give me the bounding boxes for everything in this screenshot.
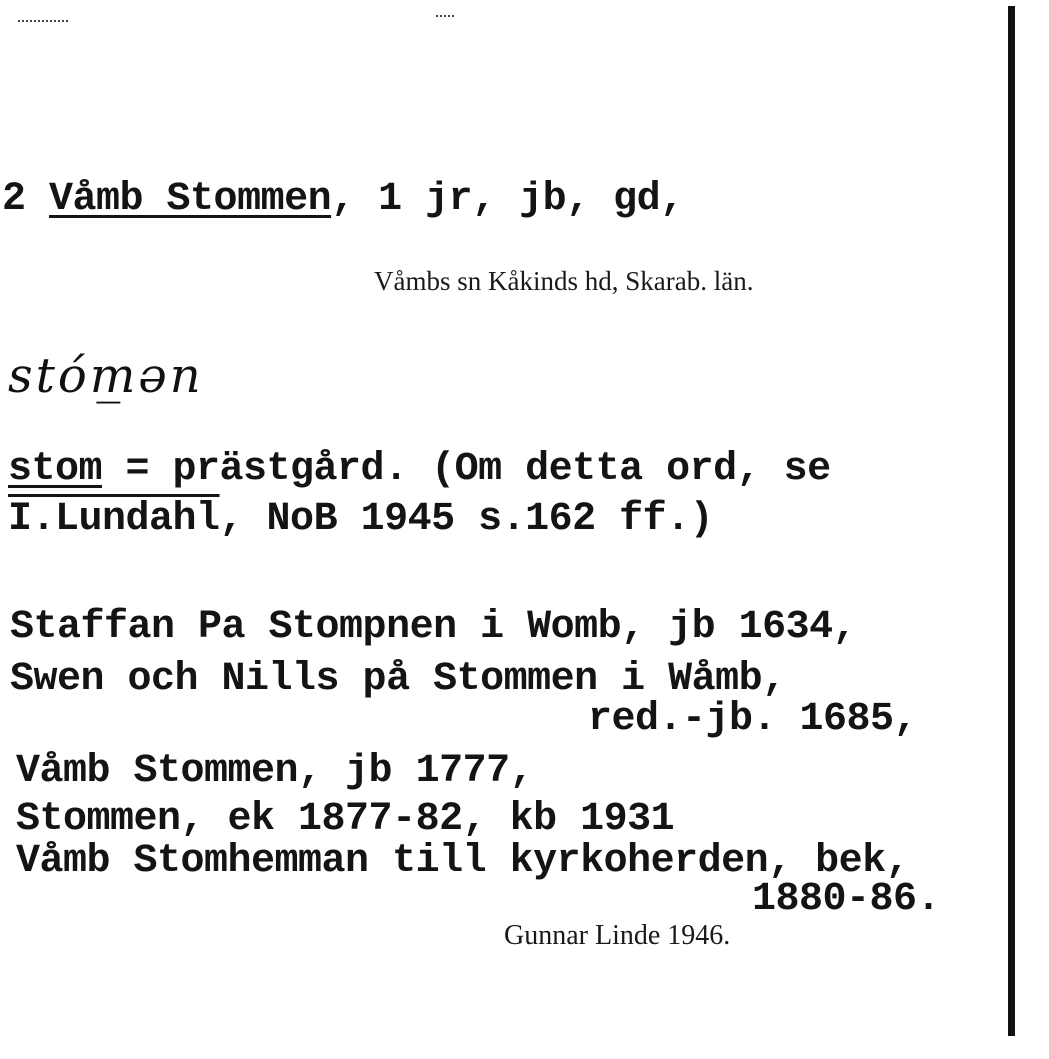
entry-number: 2 (2, 177, 26, 222)
heading-rest: , 1 jr, jb, gd, (331, 177, 684, 222)
scan-speck (436, 15, 454, 17)
etymology-def: = prästgård. (Om detta ord, se (102, 447, 831, 492)
reference-rest: , NoB 1945 s.162 ff.) (219, 497, 714, 542)
record-line: 1880-86. (752, 877, 941, 922)
record-line: Våmb Stommen, jb 1777, (16, 749, 534, 794)
record-line: Våmb Stomhemman till kyrkoherden, bek, (16, 839, 910, 884)
signature: Gunnar Linde 1946. (504, 920, 731, 951)
pronunciation: stóm̲ən (8, 348, 204, 404)
etymology-word: stom (8, 447, 103, 492)
card-edge-line (1008, 6, 1015, 1036)
place-name: Våmb Stommen (49, 177, 332, 222)
record-line: red.-jb. 1685, (588, 697, 918, 742)
heading-line (2, 178, 684, 222)
record-line: Staffan Pa Stompnen i Womb, jb 1634, (10, 605, 857, 650)
record-line: Swen och Nills på Stommen i Wåmb, (10, 657, 786, 702)
etymology-line-1 (8, 448, 831, 492)
location-line: Våmbs sn Kåkinds hd, Skarab. län. (374, 266, 754, 296)
scan-speck (18, 20, 70, 22)
etymology-line-2 (8, 498, 713, 542)
record-line: Stommen, ek 1877-82, kb 1931 (16, 797, 675, 842)
reference-author: I.Lundahl (8, 497, 220, 542)
